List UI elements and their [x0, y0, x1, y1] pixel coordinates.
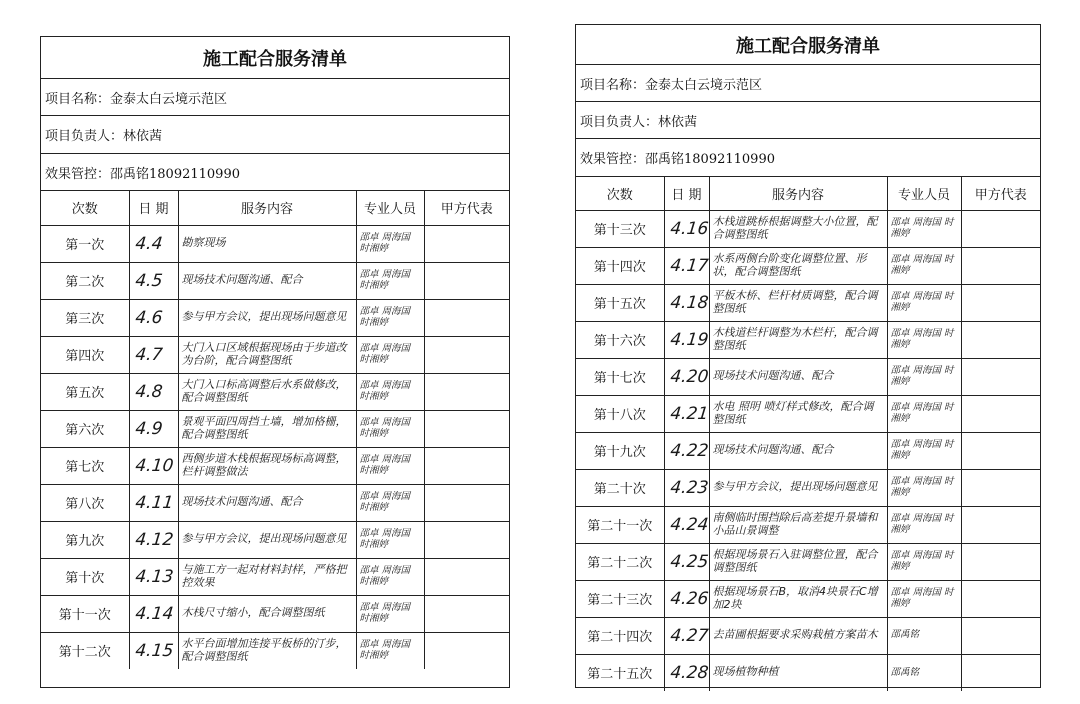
row-content: 景观平面四周挡土墙，增加格栅，配合调整图纸 — [178, 410, 356, 447]
row-count: 第二十一次 — [576, 506, 664, 543]
row-staff: 邵卓 周海国 时湘婷 — [356, 484, 424, 521]
row-content: 现场技术问题沟通、配合 — [709, 358, 887, 395]
table-row — [41, 336, 509, 373]
header-count: 次数 — [41, 191, 129, 225]
row-date: 4.21 — [662, 395, 711, 432]
row-content: 勘察现场 — [178, 225, 356, 262]
table-row — [41, 262, 509, 299]
row-rep — [424, 299, 509, 336]
header-count: 次数 — [576, 177, 664, 210]
row-count: 第二十三次 — [576, 580, 664, 617]
row-staff: 邵卓 周海国 时湘婷 — [356, 336, 424, 373]
row-rep — [424, 521, 509, 558]
row-date: 4.25 — [662, 543, 711, 580]
row-count: 第二十四次 — [576, 617, 664, 654]
row-count: 第六次 — [41, 410, 129, 447]
header-staff: 专业人员 — [887, 177, 961, 210]
row-staff: 邵卓 周海国 时湘婷 — [887, 543, 961, 580]
row-count: 第十次 — [41, 558, 129, 595]
row-rep — [961, 395, 1040, 432]
row-staff: 邵卓 周海国 时湘婷 — [887, 506, 961, 543]
row-date: 4.9 — [127, 410, 180, 447]
row-count: 第十七次 — [576, 358, 664, 395]
row-content: 水平台面增加连接平板桥的汀步，配合调整图纸 — [178, 632, 356, 669]
row-content: 参与甲方会议，提出现场问题意见 — [709, 469, 887, 506]
row-date: 4.13 — [127, 558, 180, 595]
table-row — [576, 358, 1040, 395]
row-date: 4.16 — [662, 210, 711, 247]
row-staff: 邵卓 周海国 时湘婷 — [887, 321, 961, 358]
row-content: 现场技术问题沟通、配合 — [178, 484, 356, 521]
effect-control: 效果管控：邵禹铭18092110990 — [576, 139, 1040, 177]
row-staff: 邵卓 周海国 时湘婷 — [356, 262, 424, 299]
row-date: 4.18 — [662, 284, 711, 321]
row-count: 第八次 — [41, 484, 129, 521]
row-date: 4.14 — [127, 595, 180, 632]
table-row — [576, 654, 1040, 691]
row-count: 第二十二次 — [576, 543, 664, 580]
row-date: 4.26 — [662, 580, 711, 617]
row-date: 4.19 — [662, 321, 711, 358]
row-date: 4.20 — [662, 358, 711, 395]
row-rep — [961, 617, 1040, 654]
row-count: 第十九次 — [576, 432, 664, 469]
project-name: 项目名称：金泰太白云境示范区 — [576, 65, 1040, 102]
row-staff: 邵卓 周海国 时湘婷 — [887, 432, 961, 469]
row-rep — [961, 247, 1040, 284]
row-rep — [424, 558, 509, 595]
row-date: 4.22 — [662, 432, 711, 469]
row-date: 4.5 — [127, 262, 180, 299]
row-content: 平板木桥、栏杆材质调整，配合调整图纸 — [709, 284, 887, 321]
row-rep — [961, 469, 1040, 506]
row-content: 现场技术问题沟通、配合 — [709, 432, 887, 469]
service-list-sheet-left — [40, 36, 510, 688]
table-row — [576, 210, 1040, 247]
row-date: 4.17 — [662, 247, 711, 284]
row-count: 第九次 — [41, 521, 129, 558]
row-rep — [961, 358, 1040, 395]
service-table — [576, 177, 1040, 691]
row-staff: 邵卓 周海国 时湘婷 — [887, 395, 961, 432]
row-staff: 邵卓 周海国 时湘婷 — [356, 558, 424, 595]
row-date: 4.10 — [127, 447, 180, 484]
table-row — [576, 432, 1040, 469]
row-content: 南侧临时围挡除后高差提升景墙和小品山景调整 — [709, 506, 887, 543]
row-count: 第五次 — [41, 373, 129, 410]
row-content: 现场植物种植 — [709, 654, 887, 691]
row-date: 4.28 — [662, 654, 711, 691]
table-row — [41, 299, 509, 336]
row-count: 第十六次 — [576, 321, 664, 358]
row-rep — [424, 336, 509, 373]
table-row — [41, 447, 509, 484]
table-row — [576, 617, 1040, 654]
row-rep — [961, 506, 1040, 543]
row-content: 参与甲方会议，提出现场问题意见 — [178, 521, 356, 558]
project-name: 项目名称：金泰太白云境示范区 — [41, 79, 509, 116]
row-rep — [424, 262, 509, 299]
row-count: 第一次 — [41, 225, 129, 262]
row-count: 第三次 — [41, 299, 129, 336]
table-row — [41, 632, 509, 669]
row-content: 西侧步道木栈根据现场标高调整，栏杆调整做法 — [178, 447, 356, 484]
row-count: 第十二次 — [41, 632, 129, 669]
project-lead: 项目负责人：林依茜 — [41, 116, 509, 154]
table-row — [41, 225, 509, 262]
row-content: 与施工方一起对材料封样，严格把控效果 — [178, 558, 356, 595]
row-rep — [961, 654, 1040, 691]
row-count: 第二十次 — [576, 469, 664, 506]
table-row — [41, 484, 509, 521]
row-content: 木栈尺寸缩小，配合调整图纸 — [178, 595, 356, 632]
row-date: 4.23 — [662, 469, 711, 506]
table-row — [576, 321, 1040, 358]
row-staff: 邵卓 周海国 时湘婷 — [887, 469, 961, 506]
table-row — [41, 410, 509, 447]
service-list-sheet-right — [575, 24, 1041, 688]
row-count: 第七次 — [41, 447, 129, 484]
row-date: 4.7 — [127, 336, 180, 373]
row-rep — [424, 595, 509, 632]
row-rep — [961, 543, 1040, 580]
row-staff: 邵卓 周海国 时湘婷 — [887, 580, 961, 617]
header-content: 服务内容 — [178, 191, 356, 225]
row-count: 第十四次 — [576, 247, 664, 284]
row-content: 大门入口区域根据现场由于步道改为台阶，配合调整图纸 — [178, 336, 356, 373]
row-date: 4.4 — [127, 225, 180, 262]
header-staff: 专业人员 — [356, 191, 424, 225]
sheet-title: 施工配合服务清单 — [41, 37, 509, 79]
row-staff: 邵卓 周海国 时湘婷 — [356, 595, 424, 632]
header-content: 服务内容 — [709, 177, 887, 210]
table-row — [41, 521, 509, 558]
row-content: 木栈道栏杆调整为木栏杆，配合调整图纸 — [709, 321, 887, 358]
row-rep — [961, 284, 1040, 321]
table-row — [41, 595, 509, 632]
table-row — [576, 506, 1040, 543]
row-date: 4.27 — [662, 617, 711, 654]
row-rep — [424, 373, 509, 410]
row-content: 去苗圃根据要求采购栽植方案苗木 — [709, 617, 887, 654]
row-count: 第十五次 — [576, 284, 664, 321]
table-row — [576, 247, 1040, 284]
header-date: 日 期 — [664, 177, 709, 210]
row-count: 第十八次 — [576, 395, 664, 432]
row-content: 大门入口标高调整后水系做修改，配合调整图纸 — [178, 373, 356, 410]
row-count: 第十一次 — [41, 595, 129, 632]
row-staff: 邵卓 周海国 时湘婷 — [356, 225, 424, 262]
row-date: 4.11 — [127, 484, 180, 521]
row-count: 第四次 — [41, 336, 129, 373]
row-staff: 邵卓 周海国 时湘婷 — [887, 210, 961, 247]
row-rep — [961, 210, 1040, 247]
row-count: 第二次 — [41, 262, 129, 299]
row-content: 根据现场景石入驻调整位置，配合调整图纸 — [709, 543, 887, 580]
header-date: 日 期 — [129, 191, 178, 225]
row-staff: 邵卓 周海国 时湘婷 — [356, 447, 424, 484]
table-row — [576, 395, 1040, 432]
row-rep — [961, 432, 1040, 469]
effect-control: 效果管控：邵禹铭18092110990 — [41, 154, 509, 191]
row-staff: 邵卓 周海国 时湘婷 — [356, 521, 424, 558]
row-staff: 邵卓 周海国 时湘婷 — [356, 373, 424, 410]
row-date: 4.8 — [127, 373, 180, 410]
table-header-row — [41, 191, 509, 225]
row-staff: 邵卓 周海国 时湘婷 — [887, 247, 961, 284]
row-count: 第二十五次 — [576, 654, 664, 691]
sheet-title: 施工配合服务清单 — [576, 25, 1040, 65]
row-staff: 邵卓 周海国 时湘婷 — [356, 632, 424, 669]
row-staff: 邵卓 周海国 时湘婷 — [887, 284, 961, 321]
row-staff: 邵禹铭 — [887, 654, 961, 691]
header-rep: 甲方代表 — [424, 191, 509, 225]
table-row — [576, 580, 1040, 617]
row-staff: 邵禹铭 — [887, 617, 961, 654]
row-date: 4.12 — [127, 521, 180, 558]
row-rep — [424, 447, 509, 484]
row-staff: 邵卓 周海国 时湘婷 — [887, 358, 961, 395]
service-table — [41, 191, 509, 669]
project-lead: 项目负责人：林依茜 — [576, 102, 1040, 139]
row-date: 4.6 — [127, 299, 180, 336]
row-content: 木栈道跳桥根据调整大小位置，配合调整图纸 — [709, 210, 887, 247]
row-date: 4.24 — [662, 506, 711, 543]
row-content: 水系两侧台阶变化调整位置、形状，配合调整图纸 — [709, 247, 887, 284]
table-row — [41, 558, 509, 595]
row-content: 参与甲方会议，提出现场问题意见 — [178, 299, 356, 336]
table-header-row — [576, 177, 1040, 210]
row-content: 水电 照明 喷灯样式修改，配合调整图纸 — [709, 395, 887, 432]
row-rep — [424, 632, 509, 669]
row-rep — [424, 225, 509, 262]
row-rep — [424, 410, 509, 447]
row-count: 第十三次 — [576, 210, 664, 247]
table-row — [41, 373, 509, 410]
row-date: 4.15 — [127, 632, 180, 669]
header-rep: 甲方代表 — [961, 177, 1040, 210]
table-row — [576, 469, 1040, 506]
row-content: 根据现场景石B，取消4块景石C增加2块 — [709, 580, 887, 617]
row-rep — [961, 321, 1040, 358]
table-row — [576, 284, 1040, 321]
row-rep — [961, 580, 1040, 617]
table-row — [576, 543, 1040, 580]
row-content: 现场技术问题沟通、配合 — [178, 262, 356, 299]
row-rep — [424, 484, 509, 521]
row-staff: 邵卓 周海国 时湘婷 — [356, 299, 424, 336]
row-staff: 邵卓 周海国 时湘婷 — [356, 410, 424, 447]
